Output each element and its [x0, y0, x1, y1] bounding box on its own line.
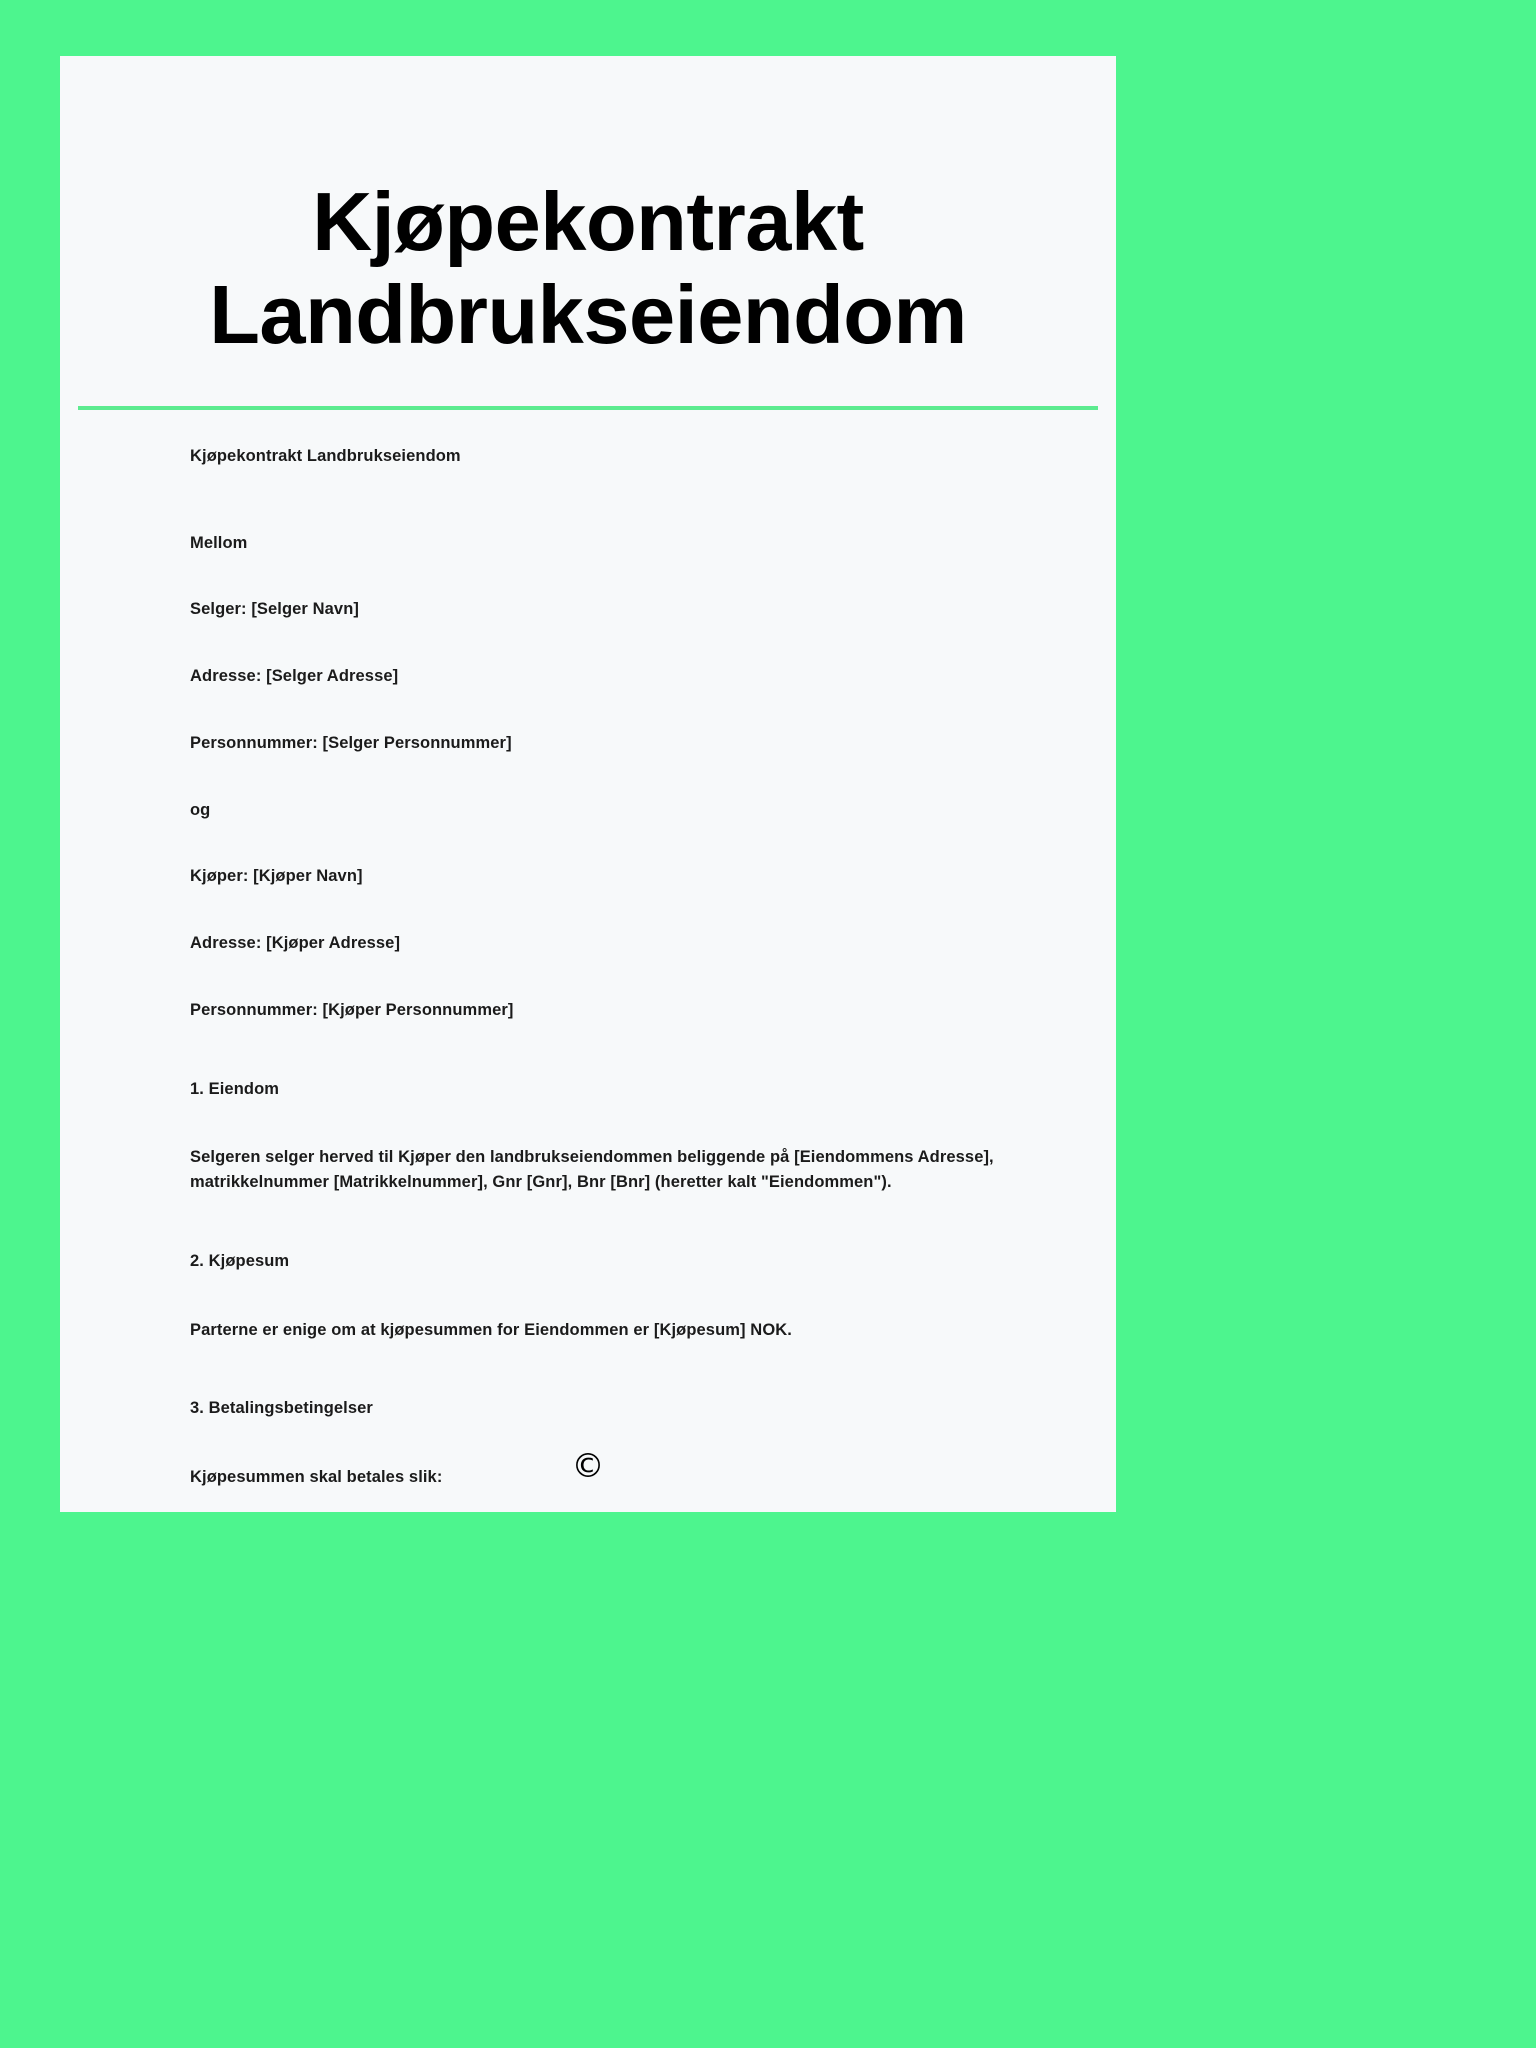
- section-2-body: Parterne er enige om at kjøpesummen for Eiendommen er [Kjøpesum] NOK.: [190, 1320, 792, 1339]
- parties-conjunction: og: [190, 800, 211, 819]
- document-body: [60, 410, 1116, 1490]
- page-title: Kjøpekontrakt Landbrukseiendom: [209, 175, 967, 361]
- section-1-heading: 1. Eiendom: [190, 1079, 280, 1098]
- section-2-heading: 2. Kjøpesum: [190, 1251, 290, 1270]
- title-block: [60, 56, 1116, 362]
- seller-address: Adresse: [Selger Adresse]: [190, 667, 399, 686]
- seller-personnumber: Personnummer: [Selger Personnummer]: [190, 733, 512, 752]
- seller-name: Selger: [Selger Navn]: [190, 600, 359, 619]
- copyright-icon: ©: [571, 1446, 605, 1485]
- section-1-body: Selgeren selger herved til Kjøper den landbrukseiendommen beliggende på [Eiendommens Adresse], matrikkelnummer [Matrikkelnummer], Gnr [Gnr], Bnr [Bnr] (heretter kalt "Eiendommen").: [190, 1148, 994, 1192]
- section-3-heading: 3. Betalingsbetingelser: [190, 1399, 373, 1418]
- document-page: [60, 56, 1116, 1512]
- buyer-personnumber: Personnummer: [Kjøper Personnummer]: [190, 1000, 514, 1019]
- document-subtitle: Kjøpekontrakt Landbrukseiendom: [190, 446, 461, 465]
- section-3-body: Kjøpesummen skal betales slik:: [190, 1468, 443, 1487]
- page-footer: [60, 1446, 1116, 1485]
- parties-intro: Mellom: [190, 533, 248, 552]
- buyer-name: Kjøper: [Kjøper Navn]: [190, 867, 363, 886]
- buyer-address: Adresse: [Kjøper Adresse]: [190, 934, 401, 953]
